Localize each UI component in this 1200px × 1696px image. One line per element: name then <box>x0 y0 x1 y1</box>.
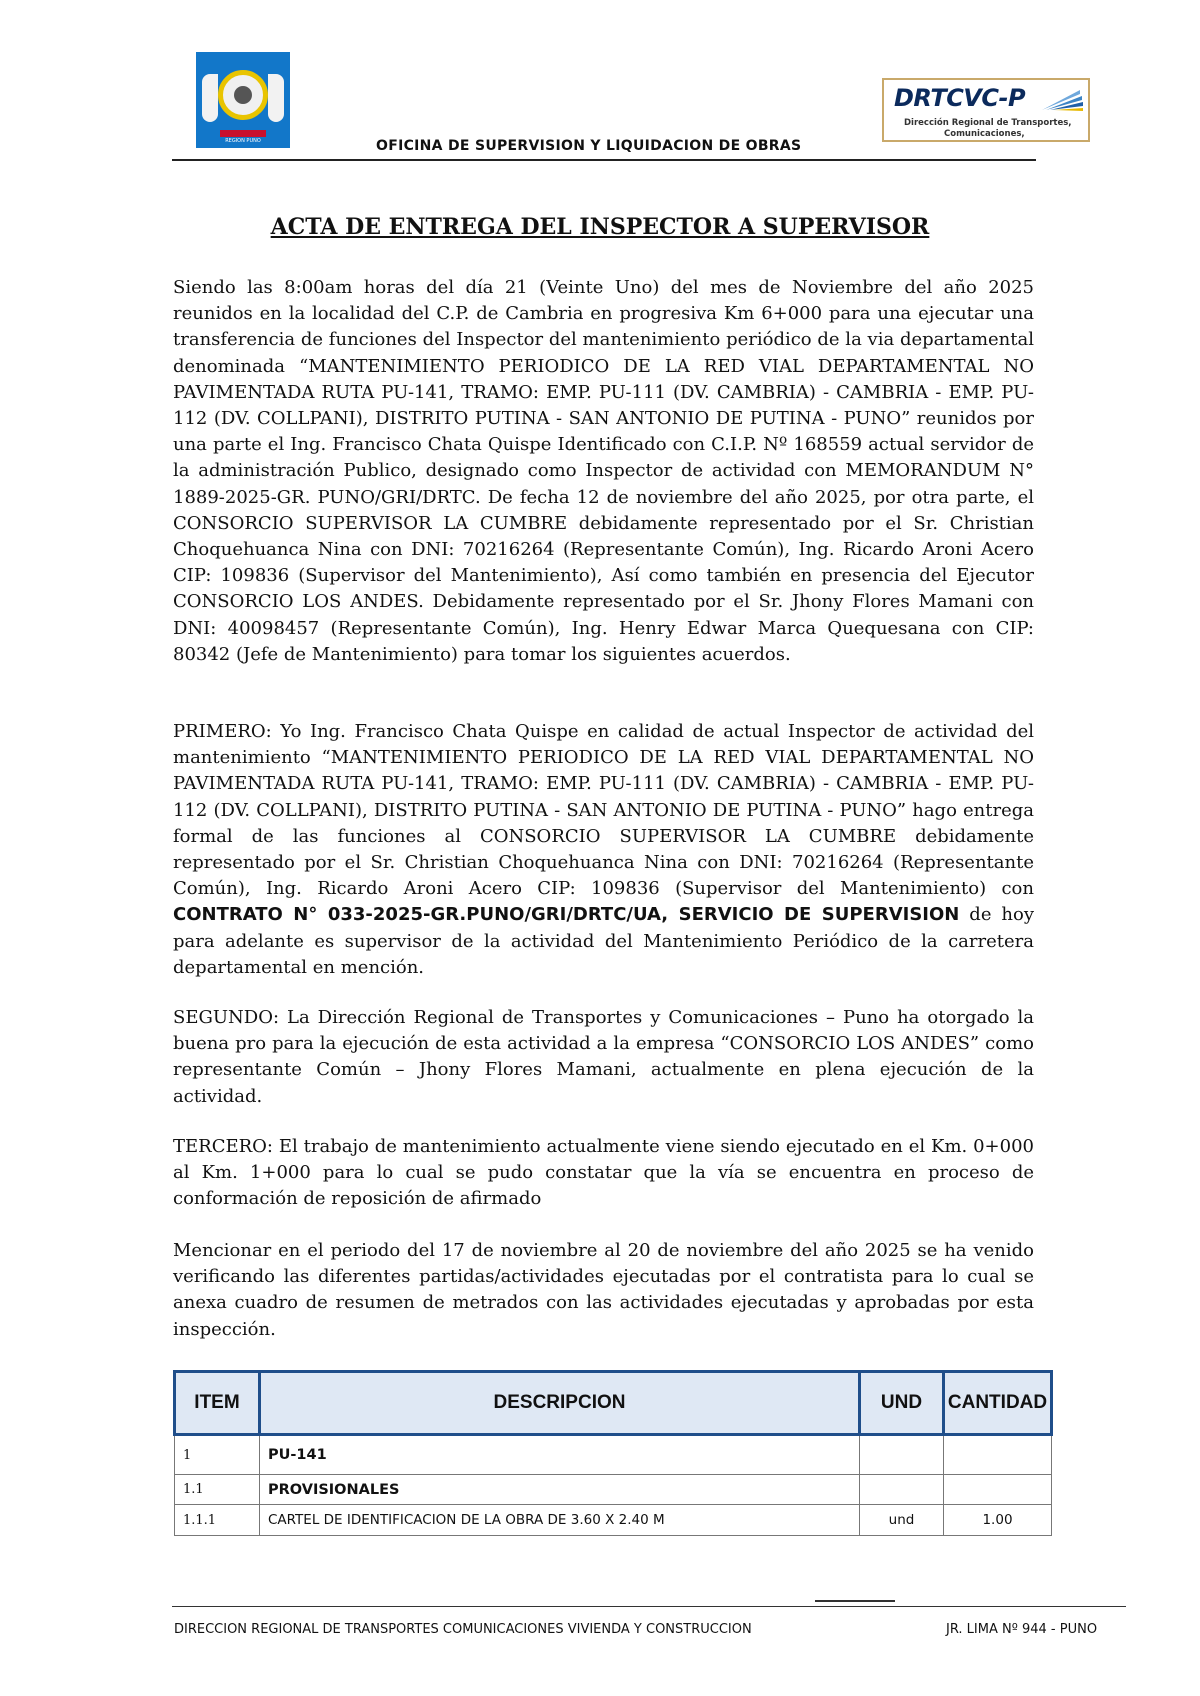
table-row <box>175 1505 1052 1536</box>
cell-item: 1.1.1 <box>175 1505 260 1536</box>
header-divider <box>172 159 1036 161</box>
cell-und: und <box>860 1505 944 1536</box>
logo-fan-icon <box>1040 86 1084 112</box>
cell-cantidad <box>944 1435 1052 1475</box>
paragraph-intro: Siendo las 8:00am horas del día 21 (Veinte Uno) del mes de Noviembre del año 2025 reunidos en la localidad del C.P. de Cambria en progresiva Km 6+000 para una ejecutar una transferencia de funciones del Inspector del mantenimiento periódico de la via departamental denominada “MANTENIMIENTO PERIODICO DE LA RED VIAL DEPARTAMENTAL NO PAVIMENTADA RUTA PU-141, TRAMO: EMP. PU-111 (DV. CAMBRIA) - CAMBRIA - EMP. PU-112 (DV. COLLPANI), DISTRITO PUTINA - SAN ANTONIO DE PUTINA - PUNO” reunidos por una parte el Ing. Francisco Chata Quispe Identificado con C.I.P. Nº 168559 actual servidor de la administración Publico, designado como Inspector de actividad con MEMORANDUM N° 1889-2025-GR. PUNO/GRI/DRTC. De fecha 12 de noviembre del año 2025, por otra parte, el CONSORCIO SUPERVISOR LA CUMBRE debidamente representado por el Sr. Christian Choquehuanca Nina con DNI: 70216264 (Representante Común), Ing. Ricardo Aroni Acero CIP: 109836 (Supervisor del Mantenimiento), Así como también en presencia del Ejecutor CONSORCIO LOS ANDES. Debidamente representado por el Sr. Jhony Flores Mamani con DNI: 40098457 (Representante Común), Ing. Henry Edwar Marca Quequesana con CIP: 80342 (Jefe de Mantenimiento) para tomar los siguientes acuerdos. <box>173 277 1034 665</box>
header-descripcion: DESCRIPCION <box>260 1372 860 1435</box>
logo-wordmark: DRTCVC-P <box>894 84 1026 112</box>
paragraph-tercero: TERCERO: El trabajo de mantenimiento actualmente viene siendo ejecutado en el Km. 0+000 al Km. 1+000 para lo cual se pudo constatar que la vía se encuentra en proceso de conformación de reposición de afirmado <box>173 1136 1034 1210</box>
contract-reference: CONTRATO N° 033-2025-GR.PUNO/GRI/DRTC/UA, SERVICIO DE SUPERVISION <box>173 904 960 926</box>
paragraph-mencionar: Mencionar en el periodo del 17 de noviembre al 20 de noviembre del año 2025 se ha venido verificando las diferentes partidas/actividades ejecutadas por el contratista para lo cual se anexa cuadro de resumen de metrados con las actividades ejecutadas y aprobadas por esta inspección. <box>173 1240 1034 1340</box>
crest-gear-icon <box>234 86 252 104</box>
primero-text-end: de hoy para adelante es supervisor de la actividad del Mantenimiento Periódico de la carretera departamental en mención. <box>173 904 1034 978</box>
header-item: ITEM <box>175 1372 260 1435</box>
regional-crest-logo <box>196 52 290 148</box>
logo-subtitle-2: Comunicaciones, <box>944 129 1025 139</box>
paragraph-segundo: SEGUNDO: La Dirección Regional de Transportes y Comunicaciones – Puno ha otorgado la buena pro para la ejecución de esta actividad a la empresa “CONSORCIO LOS ANDES” como representante Común – Jhony Flores Mamani, actualmente en plena ejecución de la actividad. <box>173 1007 1034 1107</box>
crest-text: REGION PUNO <box>225 138 261 144</box>
footer-address: JR. LIMA Nº 944 - PUNO <box>946 1622 1098 1637</box>
table-row <box>175 1475 1052 1505</box>
footer-short-divider <box>815 1600 895 1602</box>
header-und: UND <box>860 1372 944 1435</box>
cell-item: 1 <box>175 1435 260 1475</box>
office-name: OFICINA DE SUPERVISION Y LIQUIDACION DE OBRAS <box>376 138 802 154</box>
paragraph-primero <box>173 719 1034 981</box>
footer-institution: DIRECCION REGIONAL DE TRANSPORTES COMUNICACIONES VIVIENDA Y CONSTRUCCION <box>174 1622 752 1637</box>
crest-wing-left <box>202 74 218 122</box>
document-title: ACTA DE ENTREGA DEL INSPECTOR A SUPERVISOR <box>270 214 930 240</box>
cell-item: 1.1 <box>175 1475 260 1505</box>
crest-band <box>220 130 266 137</box>
table-row <box>175 1435 1052 1475</box>
cell-cantidad: 1.00 <box>944 1505 1052 1536</box>
cell-descripcion: PROVISIONALES <box>260 1475 860 1505</box>
cell-descripcion: PU-141 <box>260 1435 860 1475</box>
drtcvc-logo <box>882 78 1090 142</box>
cell-descripcion: CARTEL DE IDENTIFICACION DE LA OBRA DE 3.60 X 2.40 M <box>260 1505 860 1536</box>
metrados-table <box>173 1370 1053 1536</box>
primero-text-start: PRIMERO: Yo Ing. Francisco Chata Quispe en calidad de actual Inspector de actividad del mantenimiento “MANTENIMIENTO PERIODICO DE LA RED VIAL DEPARTAMENTAL NO PAVIMENTADA RUTA PU-141, TRAMO: EMP. PU-111 (DV. CAMBRIA) - CAMBRIA - EMP. PU-112 (DV. COLLPANI), DISTRITO PUTINA - SAN ANTONIO DE PUTINA - PUNO” hago entrega formal de las funciones al CONSORCIO SUPERVISOR LA CUMBRE debidamente representado por el Sr. Christian Choquehuanca Nina con DNI: 70216264 (Representante Común), Ing. Ricardo Aroni Acero CIP: 109836 (Supervisor del Mantenimiento) con <box>173 721 1034 900</box>
cell-cantidad <box>944 1475 1052 1505</box>
crest-wing-right <box>268 74 284 122</box>
table-header-row <box>175 1372 1052 1435</box>
header-cantidad: CANTIDAD <box>944 1372 1052 1435</box>
logo-subtitle-1: Dirección Regional de Transportes, <box>904 118 1072 128</box>
cell-und <box>860 1435 944 1475</box>
page-header <box>0 0 1200 170</box>
cell-und <box>860 1475 944 1505</box>
footer-divider <box>172 1606 1126 1607</box>
